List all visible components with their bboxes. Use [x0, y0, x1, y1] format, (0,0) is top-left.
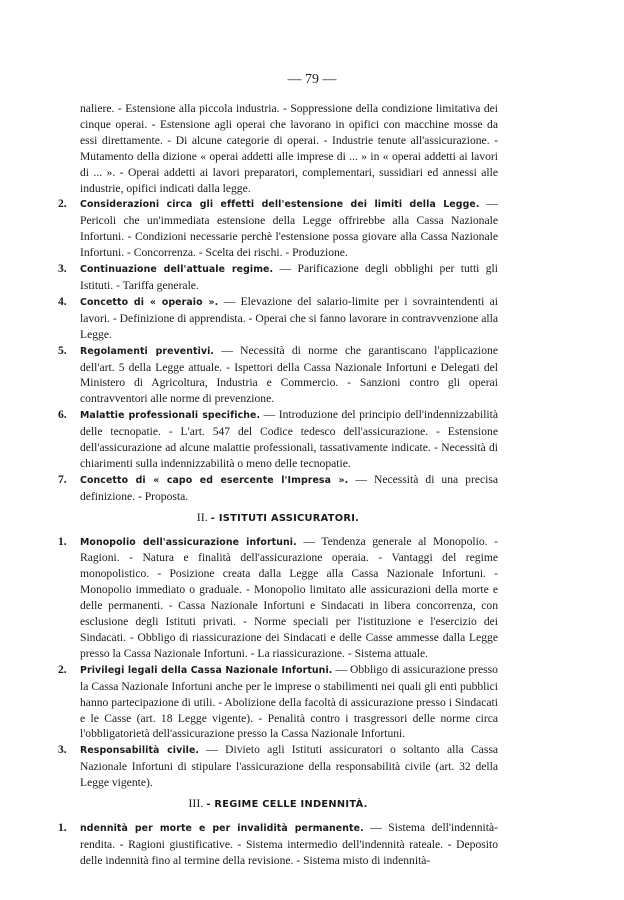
- item-title: ndennità per morte e per invalidità permanente.: [80, 822, 364, 834]
- item-title: Concetto di « capo ed esercente l'Impresa ».: [80, 474, 349, 486]
- list-item: [58, 534, 498, 662]
- item-title: Continuazione dell'attuale regime.: [80, 264, 274, 276]
- item-title: Malattie professionali specifiche.: [80, 410, 261, 422]
- item-body: [80, 534, 498, 662]
- list-item: [58, 742, 498, 791]
- item-number: 7.: [58, 472, 67, 486]
- section-roman: III.: [188, 796, 204, 811]
- item-text: — Necessità di norme che garantiscano l'applicazione dell'art. 5 della Legge attuale. - Ispettori della Cassa Nazionale Infortuni e Delegati del Ministero di Agricoltura, Industria e Commercio. - Sanzioni contro gli operai contravventori alle norme di prevenzione.: [80, 343, 498, 406]
- item-body: [80, 662, 498, 743]
- item-text: — Pericoli che un'immediata estensione della Legge offrirebbe alla Cassa Nazionale Infortuni. - Condizioni necessarie perchè l'estensione possa giovare alla Cassa Nazionale Infortuni. - Concorrenza. - Scelta dei rischi. - Produzione.: [80, 197, 498, 260]
- list-item: [58, 407, 498, 472]
- item-title: Regolamenti preventivi.: [80, 345, 215, 357]
- item-text: — Necessità di una precisa definizione. - Proposta.: [80, 472, 498, 503]
- item-text: — Sistema dell'indennità-rendita. - Ragioni giustificative. - Sistema intermedio dell'indennità rateale. - Deposito delle indennità fino al termine della revisione. - Sistema misto di indennità-: [80, 820, 498, 867]
- item-number: 1.: [58, 820, 67, 834]
- item-body: [80, 742, 498, 791]
- item-text: — Divieto agli Istituti assicuratori o soltanto alla Cassa Nazionale Infortuni di stipulare l'assicurazione della responsabilità civile (art. 32 della Legge vigente).: [80, 743, 498, 790]
- section2-list: [58, 534, 498, 792]
- item-number: 4.: [58, 294, 67, 308]
- item-text: — Obbligo di assicurazione presso la Cassa Nazionale Infortuni anche per le imprese o stabilimenti nei quali gli enti pubblici hanno partecipazione di utili. - Abolizione della facoltà di assicurazione presso i Sindacati e le Casse (art. 18 Legge vigente). - Penalità contro i trasgressori delle norme circa l'obbligatorietà dell'assicurazione presso la Cassa Nazionale Infortuni.: [80, 662, 498, 741]
- section-roman: II.: [196, 509, 208, 524]
- list-item: [58, 820, 498, 869]
- item-text: — Elevazione del salario-limite per i sovraintendenti ai lavori. - Definizione di apprendista. - Operai che si fanno lavorare in contravvenzione alla Legge.: [80, 294, 498, 341]
- item-body: [80, 294, 498, 343]
- item-body: [80, 343, 498, 408]
- item-body: [80, 196, 498, 261]
- item-title: Privilegi legali della Cassa Nazionale Infortuni.: [80, 664, 333, 676]
- item-number: 5.: [58, 343, 67, 357]
- document-body: [58, 101, 498, 869]
- item-number: 2.: [58, 662, 67, 676]
- list-item: [58, 343, 498, 408]
- item-number: 1.: [58, 534, 67, 548]
- item-body: [80, 472, 498, 505]
- item-number: 6.: [58, 408, 67, 422]
- list-item: [58, 196, 498, 261]
- item-number: 2.: [58, 197, 67, 211]
- item-body: [80, 407, 498, 472]
- item-number: 3.: [58, 262, 67, 276]
- list-item: [58, 261, 498, 294]
- list-item: [58, 662, 498, 743]
- list-item: [58, 294, 498, 343]
- section-label: - REGIME CELLE INDENNITÀ.: [206, 799, 368, 811]
- section1-list: [58, 196, 498, 504]
- item-text: — Introduzione del principio dell'indennizzabilità delle tecnopatie. - L'art. 547 del Codice tedesco dell'assicurazione. - Estensione dell'assicurazione ad alcune malattie professionali, tassativamente indicate. - Necessità di chiarimenti sulla indennizzabilità o meno delle tecnopatie.: [80, 408, 498, 470]
- section-label: - ISTITUTI ASSICURATORI.: [210, 512, 360, 524]
- item-title: Responsabilità civile.: [80, 745, 200, 757]
- item-body: [80, 820, 498, 869]
- section3-list: [58, 820, 498, 869]
- section-heading-regime: [58, 796, 498, 813]
- continued-paragraph: naliere. - Estensione alla piccola industria. - Soppressione della condizione limitativa dei cinque operai. - Estensione agli operai che lavorano in opifici con macchine mosse da essi direttamente. - Di alcune categorie di operai. - Industrie tenute all'assicurazione. - Mutamento della dizione « operai addetti alle imprese di ... » in « operai addetti ai lavori di ... ». - Operai addetti ai lavori preparatori, complementari, sussidiari ed annessi alle industrie, opifici indicati dalla legge.: [80, 102, 498, 195]
- item-body: [80, 261, 498, 294]
- item-number: 3.: [58, 743, 67, 757]
- item-title: Monopolio dell'assicurazione infortuni.: [80, 536, 297, 548]
- item-text: — Parificazione degli obblighi per tutti gli Istituti. - Tariffa generale.: [80, 262, 499, 292]
- section-heading-istituti: [58, 510, 498, 527]
- item-text: — Tendenza generale al Monopolio. - Ragioni. - Natura e finalità dell'assicurazione operaia. - Vantaggi del regime monopolistico. - Posizione creata dalla Legge alla Cassa Nazionale Infortuni. - Monopolio immediato o graduale. - Monopolio limitato alle assicurazioni della morte e delle permanenti. - Cassa Nazionale Infortuni e Sindacati in libera concorrenza, con esclusione degli Istituti privati. - Norme speciali per l'istituzione e l'esercizio dei Sindacati. - Obbligo di riassicurazione dei Sindacati e delle Casse ammesse dalla Legge presso la Cassa Nazionale Infortuni. - La riassicurazione. - Sistema attuale.: [80, 534, 498, 660]
- item-title: Concetto di « operaio ».: [80, 296, 219, 308]
- list-item: [58, 472, 498, 505]
- page-number: — 79 —: [287, 72, 337, 87]
- item-title: Considerazioni circa gli effetti dell'estensione dei limiti della Legge.: [80, 199, 480, 211]
